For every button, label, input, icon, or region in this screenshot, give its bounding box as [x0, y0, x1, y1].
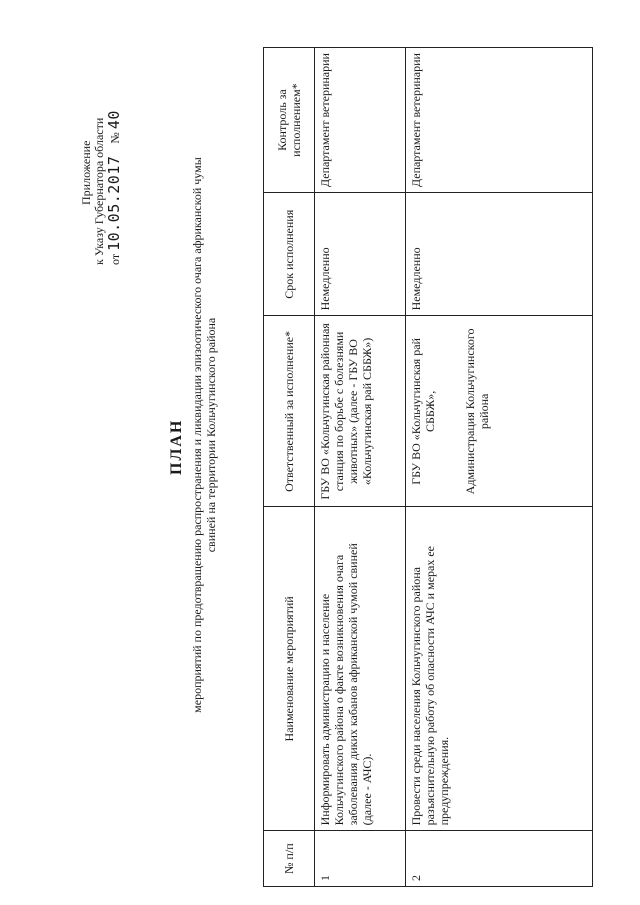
appendix-decree-reference: к Указу Губернатора области — [92, 117, 106, 265]
row-deadline: Немедленно — [406, 193, 593, 316]
row-responsible — [406, 316, 593, 507]
plan-table — [263, 47, 593, 887]
row-num: 1 — [315, 831, 406, 887]
decree-number: 40 — [105, 110, 123, 130]
row-measure: Информировать администрацию и население Кольчугинского района о факте возникновения очага заболевания диких кабанов африканской чумой свиней (далее - АЧС). — [315, 507, 406, 831]
header-responsible: Ответственный за исполнение* — [264, 316, 315, 507]
table-row — [406, 48, 593, 887]
appendix-heading: Приложение — [79, 140, 93, 205]
document-title: ПЛАН — [168, 418, 185, 475]
appendix-date-line — [105, 110, 123, 265]
row-control: Департамент ветеринарии — [315, 48, 406, 193]
header-deadline: Срок исполнения — [264, 193, 315, 316]
header-measure: Наименование мероприятий — [264, 507, 315, 831]
date-prefix: от — [108, 253, 122, 265]
document-subtitle: мероприятий по предотвращению распространения и ликвидации эпизоотического очага африканской чумы свиней на территории Кольчугинского района — [190, 157, 218, 713]
row-responsible — [315, 316, 406, 507]
number-prefix: № — [108, 132, 122, 144]
header-num: № п/п — [264, 831, 315, 887]
table-row — [315, 48, 406, 887]
row-responsible-main: ГБУ ВО «Кольчугинская рай СББЖ», — [409, 338, 437, 485]
table-header-row — [264, 48, 315, 887]
header-control: Контроль за исполнением* — [264, 48, 315, 193]
row-responsible-extra: Администрация Кольчугинского района — [463, 328, 491, 495]
row-deadline: Немедленно — [315, 193, 406, 316]
appendix-block — [80, 110, 122, 265]
decree-date: 10.05.2017 — [105, 155, 123, 251]
row-measure: Провести среди населения Кольчугинского района разъяснительную работу об опасности АЧС и мерах ее предупреждения. — [406, 507, 593, 831]
row-control: Департамент ветеринарии — [406, 48, 593, 193]
row-num: 2 — [406, 831, 593, 887]
row-responsible-main: ГБУ ВО «Кольчугинская районная станция по борьбе с болезнями животных» (далее - ГБУ ВО «Кольчугинская рай СББЖ») — [318, 323, 374, 500]
